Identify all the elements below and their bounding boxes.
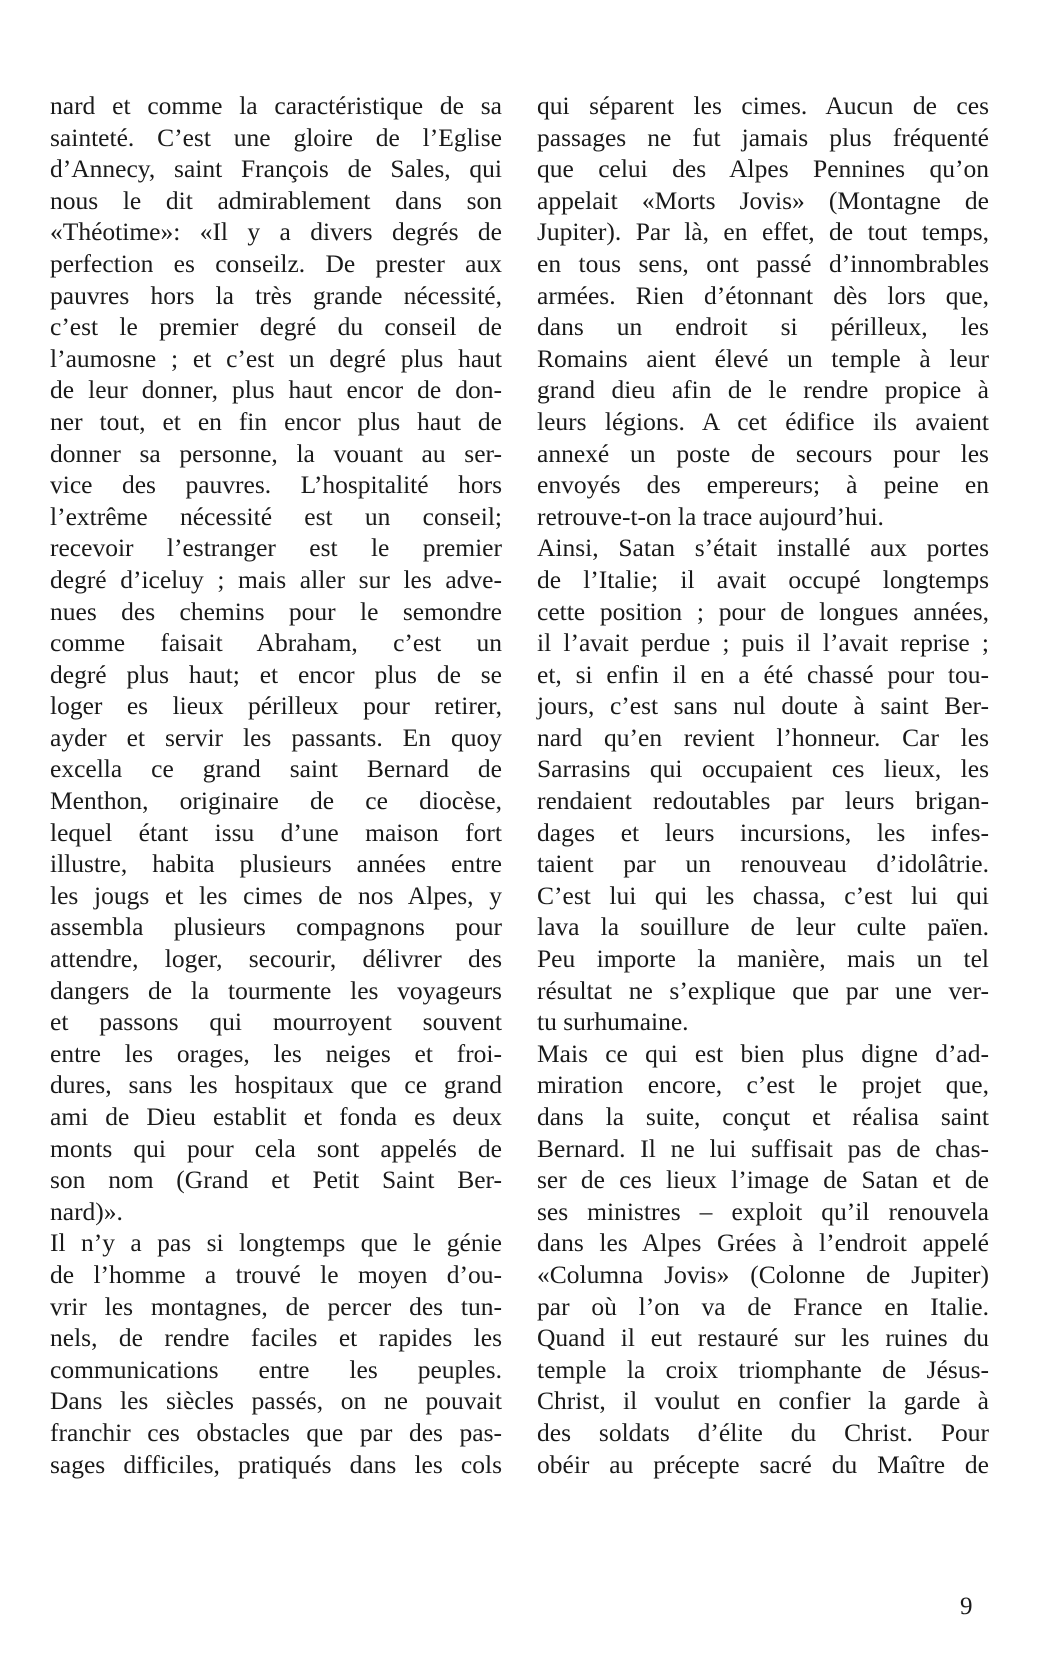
page-number: 9 xyxy=(960,1593,973,1620)
text-line: assembla plusieurs compagnons pour xyxy=(50,912,502,942)
text-line: pauvres hors la très grande nécessité, xyxy=(50,280,502,310)
text-line: perfection es conseilz. De prester aux xyxy=(50,248,502,278)
text-line: Mais ce qui est bien plus digne d’ad- xyxy=(537,1038,989,1068)
text-line: loger es lieux périlleux pour retirer, xyxy=(50,691,502,721)
text-line: ner tout, et en fin encor plus haut de xyxy=(50,406,502,436)
text-line: dans les Alpes Grées à l’endroit appelé xyxy=(537,1228,989,1258)
left-column xyxy=(50,90,502,1480)
text-line: il l’avait perdue ; puis il l’avait reprise ; xyxy=(537,628,989,658)
text-line: Romains aient élevé un temple à leur xyxy=(537,343,989,373)
text-line: Sarrasins qui occupaient ces lieux, les xyxy=(537,754,989,784)
text-line: l’aumosne ; et c’est un degré plus haut xyxy=(50,343,502,373)
text-line: et, si enfin il en a été chassé pour tou- xyxy=(537,659,989,689)
text-line: son nom (Grand et Petit Saint Ber- xyxy=(50,1165,502,1195)
text-line: jours, c’est sans nul doute à saint Ber- xyxy=(537,691,989,721)
text-line: degré plus haut; et encor plus de se xyxy=(50,659,502,689)
text-line: résultat ne s’explique que par une ver- xyxy=(537,975,989,1005)
text-line: en tous sens, ont passé d’innombrables xyxy=(537,248,989,278)
text-line: sages difficiles, pratiqués dans les cols xyxy=(50,1449,502,1479)
text-line: Il n’y a pas si longtemps que le génie xyxy=(50,1228,502,1258)
text-line: que celui des Alpes Pennines qu’on xyxy=(537,154,989,184)
text-line: nous le dit admirablement dans son xyxy=(50,185,502,215)
text-line: d’Annecy, saint François de Sales, qui xyxy=(50,154,502,184)
text-line: envoyés des empereurs; à peine en xyxy=(537,470,989,500)
text-line: c’est le premier degré du conseil de xyxy=(50,312,502,342)
text-line: franchir ces obstacles que par des pas- xyxy=(50,1417,502,1447)
text-line: temple la croix triomphante de Jésus- xyxy=(537,1354,989,1384)
text-line: excella ce grand saint Bernard de xyxy=(50,754,502,784)
text-line: monts qui pour cela sont appelés de xyxy=(50,1133,502,1163)
text-line: nels, de rendre faciles et rapides les xyxy=(50,1323,502,1353)
text-line: Bernard. Il ne lui suffisait pas de chas- xyxy=(537,1133,989,1163)
text-line: Peu importe la manière, mais un tel xyxy=(537,944,989,974)
text-line: entre les orages, les neiges et froi- xyxy=(50,1038,502,1068)
text-line: lava la souillure de leur culte païen. xyxy=(537,912,989,942)
text-line: dangers de la tourmente les voyageurs xyxy=(50,975,502,1005)
text-line: leurs légions. A cet édifice ils avaient xyxy=(537,406,989,436)
text-line: vice des pauvres. L’hospitalité hors xyxy=(50,470,502,500)
text-line: ses ministres – exploit qu’il renouvela xyxy=(537,1196,989,1226)
text-line: Quand il eut restauré sur les ruines du xyxy=(537,1323,989,1353)
text-line: de leur donner, plus haut encor de don- xyxy=(50,375,502,405)
text-line: miration encore, c’est le projet que, xyxy=(537,1070,989,1100)
text-line: C’est lui qui les chassa, c’est lui qui xyxy=(537,880,989,910)
text-line: qui séparent les cimes. Aucun de ces xyxy=(537,91,989,120)
text-line: l’extrême nécessité est un conseil; xyxy=(50,501,502,531)
text-line: donner sa personne, la vouant au ser- xyxy=(50,438,502,468)
text-line: nues des chemins pour le semondre xyxy=(50,596,502,626)
text-line: nard et comme la caractéristique de sa xyxy=(50,91,502,120)
text-line: annexé un poste de secours pour les xyxy=(537,438,989,468)
text-line: cette position ; pour de longues années, xyxy=(537,596,989,626)
text-line: appelait «Morts Jovis» (Montagne de xyxy=(537,185,989,215)
text-line: Dans les siècles passés, on ne pouvait xyxy=(50,1386,502,1416)
text-line: dans la suite, conçut et réalisa saint xyxy=(537,1102,989,1131)
text-line: Menthon, originaire de ce diocèse, xyxy=(50,786,502,816)
text-line: grand dieu afin de le rendre propice à xyxy=(537,375,989,405)
text-line: obéir au précepte sacré du Maître de xyxy=(537,1449,989,1479)
text-line: nard)». xyxy=(50,1196,123,1226)
text-line: armées. Rien d’étonnant dès lors que, xyxy=(537,280,989,310)
text-line: par où l’on va de France en Italie. xyxy=(537,1291,989,1321)
text-line: recevoir l’estranger est le premier xyxy=(50,533,502,563)
text-line: les jougs et les cimes de nos Alpes, y xyxy=(50,880,502,910)
text-line: tu surhumaine. xyxy=(537,1007,689,1037)
text-line: comme faisait Abraham, c’est un xyxy=(50,628,502,658)
text-line: de l’homme a trouvé le moyen d’ou- xyxy=(50,1259,502,1289)
text-line: taient par un renouveau d’idolâtrie. xyxy=(537,849,989,879)
text-line: Jupiter). Par là, en effet, de tout temps, xyxy=(537,217,989,247)
text-line: dages et leurs incursions, les infes- xyxy=(537,817,989,847)
right-column xyxy=(537,90,989,1480)
text-line: dans un endroit si périlleux, les xyxy=(537,312,989,342)
text-line: ayder et servir les passants. En quoy xyxy=(50,722,502,752)
text-line: passages ne fut jamais plus fréquenté xyxy=(537,122,989,152)
text-line: «Théotime»: «Il y a divers degrés de xyxy=(50,217,502,247)
text-line: Ainsi, Satan s’était installé aux portes xyxy=(537,533,989,563)
text-line: degré d’iceluy ; mais aller sur les adve- xyxy=(50,564,502,594)
text-line: Christ, il voulut en confier la garde à xyxy=(537,1386,989,1416)
text-line: des soldats d’élite du Christ. Pour xyxy=(537,1417,989,1447)
text-line: rendaient redoutables par leurs brigan- xyxy=(537,786,989,816)
text-line: retrouve-t-on la trace aujourd’hui. xyxy=(537,501,884,531)
text-line: «Columna Jovis» (Colonne de Jupiter) xyxy=(537,1259,989,1289)
text-line: illustre, habita plusieurs années entre xyxy=(50,849,502,879)
text-line: lequel étant issu d’une maison fort xyxy=(50,817,502,847)
text-line: dures, sans les hospitaux que ce grand xyxy=(50,1070,502,1100)
text-line: ser de ces lieux l’image de Satan et de xyxy=(537,1165,989,1195)
text-line: attendre, loger, secourir, délivrer des xyxy=(50,944,502,974)
text-line: vrir les montagnes, de percer des tun- xyxy=(50,1291,502,1321)
text-line: sainteté. C’est une gloire de l’Eglise xyxy=(50,122,502,152)
text-line: communications entre les peuples. xyxy=(50,1354,502,1384)
text-line: ami de Dieu establit et fonda es deux xyxy=(50,1102,502,1131)
text-line: de l’Italie; il avait occupé longtemps xyxy=(537,564,989,594)
text-line: nard qu’en revient l’honneur. Car les xyxy=(537,722,989,752)
text-line: et passons qui mourroyent souvent xyxy=(50,1007,502,1037)
